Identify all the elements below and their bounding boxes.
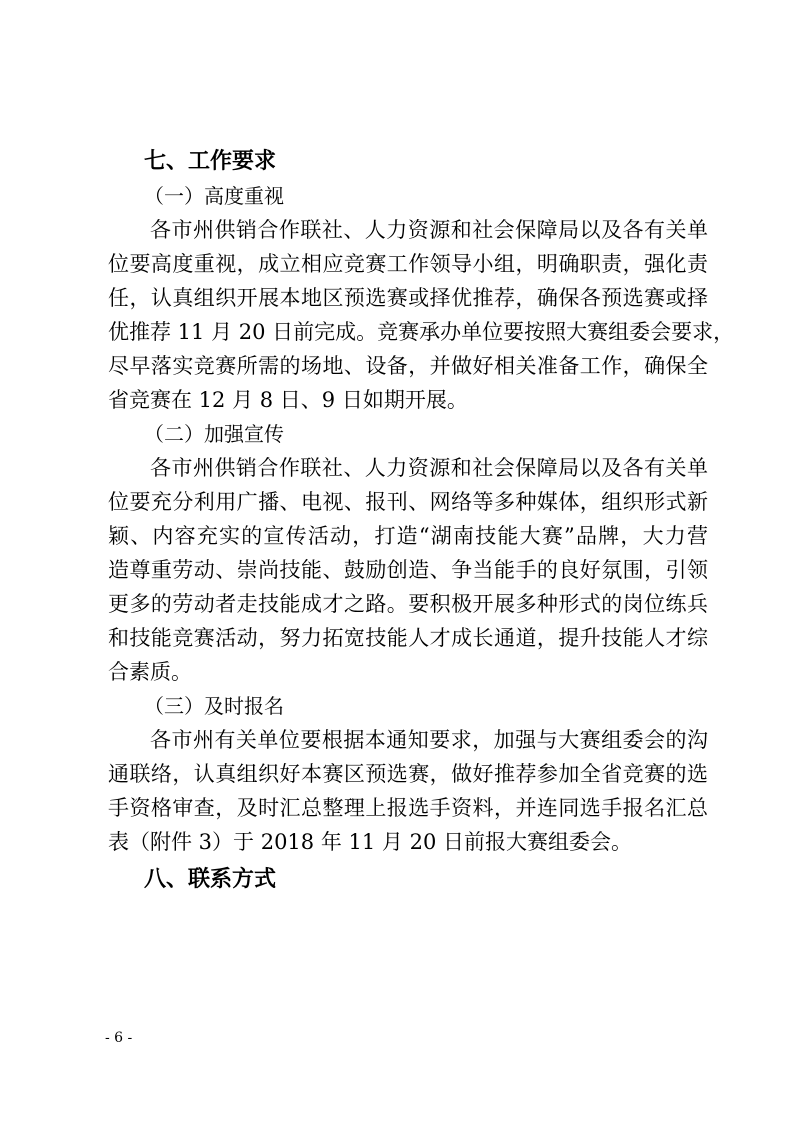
text-line: 尽早落实竞赛所需的场地、设备，并做好相关准备工作，确保全	[108, 354, 708, 378]
text-line: 造尊重劳动、崇尚技能、鼓励创造、争当能手的良好氛围，引领	[108, 558, 708, 582]
text-line: 表（附件 3）于 2018 年 11 月 20 日前报大赛组委会。	[108, 830, 632, 854]
section-heading-work-requirements: 七、工作要求	[144, 149, 277, 174]
text-line: 合素质。	[108, 660, 192, 684]
paragraph-publicity	[108, 451, 708, 689]
page-number: - 6 -	[105, 1030, 133, 1046]
text-line: 更多的劳动者走技能成才之路。要积极开展多种形式的岗位练兵	[108, 592, 708, 616]
text-line: 通联络，认真组织好本赛区预选赛，做好推荐参加全省竞赛的选	[108, 762, 708, 786]
subsection-heading-registration: （三）及时报名	[144, 694, 284, 718]
text-line: 位要充分利用广播、电视、报刊、网络等多种媒体，组织形式新	[108, 490, 708, 514]
document-body	[108, 145, 735, 897]
text-line: 各市州有关单位要根据本通知要求，加强与大赛组委会的沟	[150, 728, 708, 752]
text-line: 各市州供销合作联社、人力资源和社会保障局以及各有关单	[150, 218, 708, 242]
subsection-heading-high-priority: （一）高度重视	[144, 184, 284, 208]
section-heading-contact: 八、联系方式	[144, 867, 277, 892]
subsection-heading-publicity: （二）加强宣传	[144, 422, 284, 446]
text-line: 颖、内容充实的宣传活动，打造“湖南技能大赛”品牌，大力营	[108, 524, 708, 548]
text-line: 位要高度重视，成立相应竞赛工作领导小组，明确职责，强化责	[108, 252, 708, 276]
text-line: 和技能竞赛活动，努力拓宽技能人才成长通道，提升技能人才综	[108, 626, 708, 650]
text-line: 任，认真组织开展本地区预选赛或择优推荐，确保各预选赛或择	[108, 286, 708, 310]
text-line: 各市州供销合作联社、人力资源和社会保障局以及各有关单	[150, 456, 708, 480]
paragraph-registration	[108, 723, 708, 859]
text-line: 省竞赛在 12 月 8 日、9 日如期开展。	[108, 388, 468, 412]
text-line: 手资格审查，及时汇总整理上报选手资料，并连同选手报名汇总	[108, 796, 708, 820]
text-line: 优推荐 11 月 20 日前完成。竞赛承办单位要按照大赛组委会要求，	[108, 320, 735, 344]
paragraph-high-priority	[108, 213, 735, 417]
